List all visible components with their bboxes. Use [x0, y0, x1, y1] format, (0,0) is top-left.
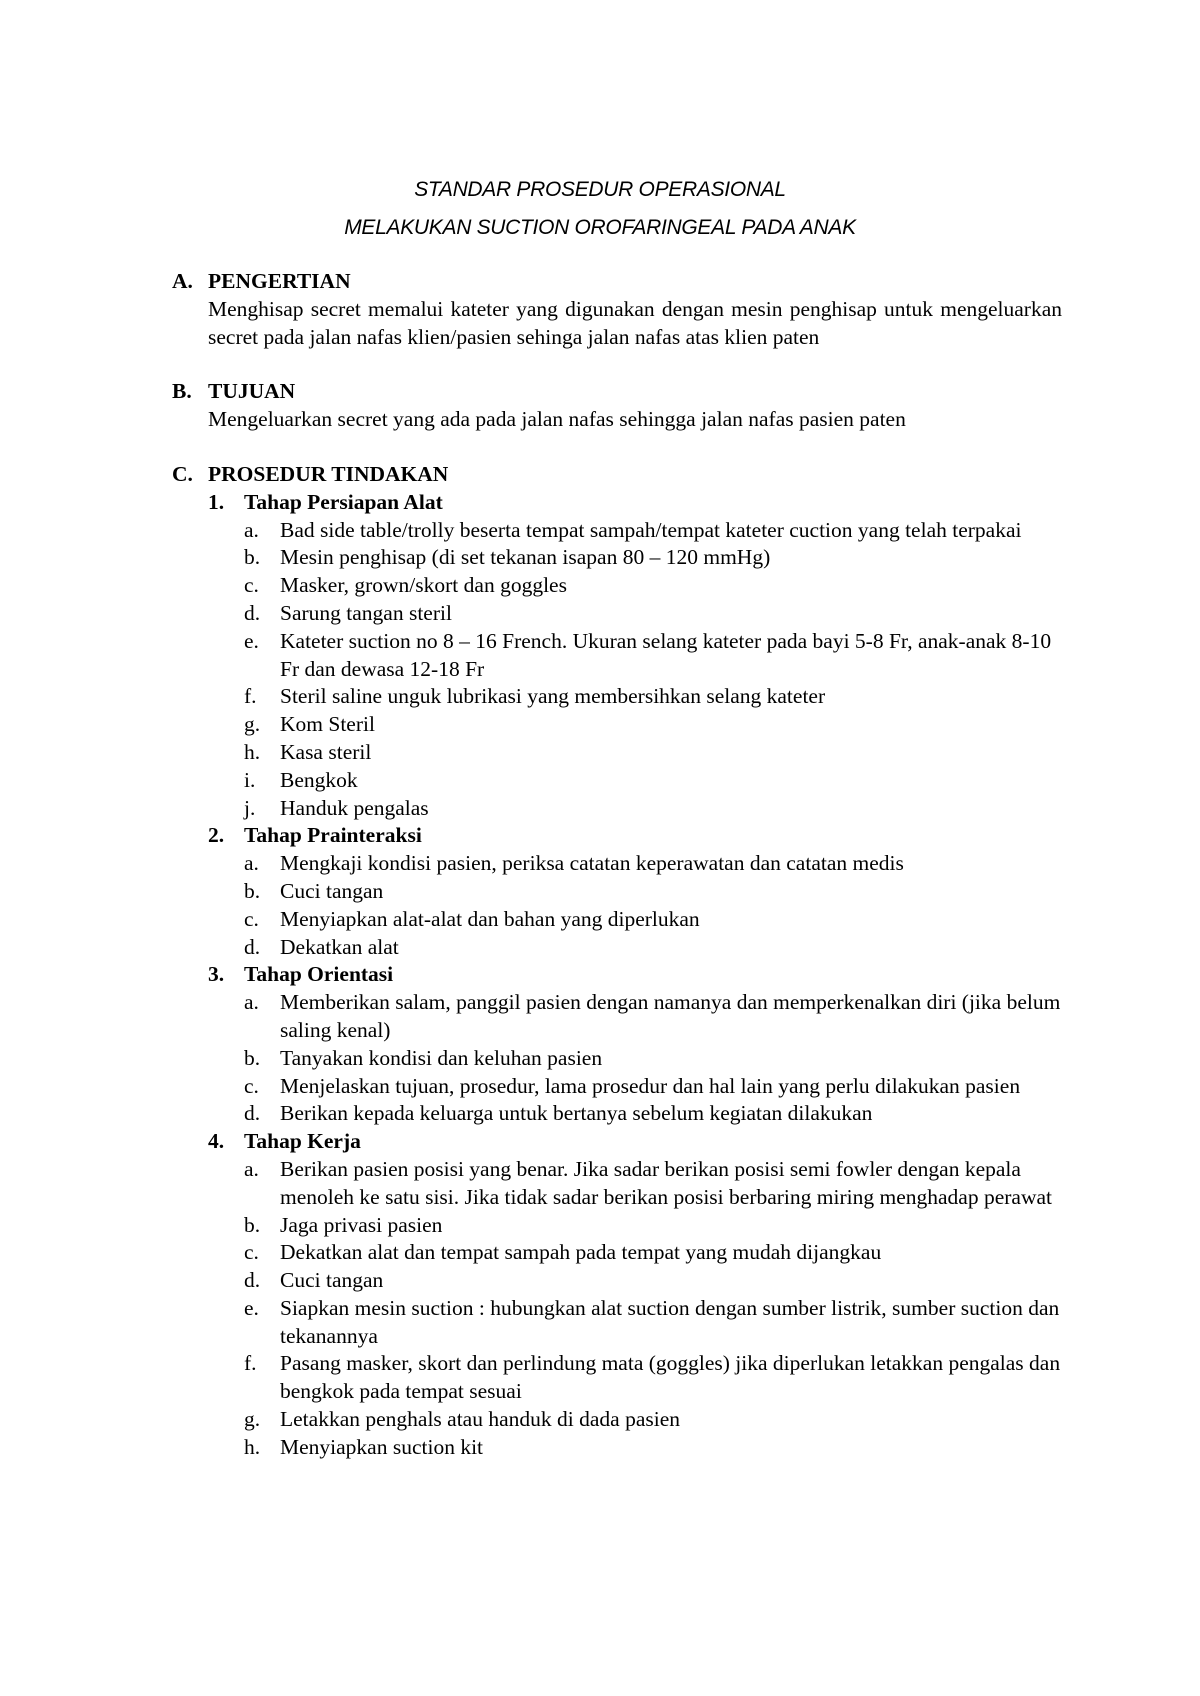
list-item [244, 1267, 1062, 1295]
list-item [244, 989, 1062, 1045]
section-letter: B. [172, 379, 192, 404]
item-marker: h. [244, 739, 261, 764]
list-item [244, 600, 1062, 628]
list-item [244, 1156, 1062, 1212]
item-text: Dekatkan alat dan tempat sampah pada tempat yang mudah dijangkau [280, 1240, 882, 1265]
step-number: 3. [208, 962, 225, 987]
item-text: Steril saline unguk lubrikasi yang membersihkan selang kateter [280, 684, 826, 709]
item-text: Berikan pasien posisi yang benar. Jika sadar berikan posisi semi fowler dengan kepala menoleh ke satu sisi. Jika tidak sadar berikan posisi berbaring miring menghadap perawat [280, 1156, 1052, 1209]
procedure-step-heading [208, 822, 1062, 850]
item-marker: j. [244, 795, 256, 820]
step-item-list [244, 1156, 1062, 1462]
item-marker: h. [244, 1434, 261, 1459]
list-item [244, 850, 1062, 878]
section-title: PROSEDUR TINDAKAN [208, 461, 449, 486]
item-text: Bengkok [280, 767, 358, 792]
item-marker: c. [244, 1073, 259, 1098]
document-title: STANDAR PROSEDUR OPERASIONAL [414, 178, 786, 201]
list-item [244, 544, 1062, 572]
item-marker: b. [244, 1045, 261, 1070]
section-a-heading [172, 268, 1062, 296]
step-title: Tahap Prainteraksi [244, 823, 422, 848]
section-title: TUJUAN [208, 379, 296, 404]
section-letter: A. [172, 269, 193, 293]
item-marker: i. [244, 767, 256, 792]
step-title: Tahap Orientasi [244, 962, 394, 987]
item-text: Menyiapkan suction kit [280, 1434, 484, 1459]
list-item [244, 878, 1062, 906]
document-subtitle: MELAKUKAN SUCTION OROFARINGEAL PADA ANAK [344, 216, 856, 239]
item-marker: d. [244, 1268, 261, 1293]
item-marker: g. [244, 1407, 261, 1432]
list-item [244, 1434, 1062, 1462]
list-item [244, 795, 1062, 823]
list-item [244, 628, 1062, 684]
list-item [244, 1212, 1062, 1240]
item-text: Masker, grown/skort dan goggles [280, 573, 567, 598]
item-marker: g. [244, 712, 261, 737]
list-item [244, 517, 1062, 545]
step-item-list [244, 517, 1062, 823]
item-marker: a. [244, 517, 259, 542]
list-item [244, 767, 1062, 795]
section-title: PENGERTIAN [208, 269, 351, 293]
section-c-heading [172, 461, 1062, 489]
list-item [244, 711, 1062, 739]
item-text: Kom Steril [280, 712, 375, 737]
item-text: Bad side table/trolly beserta tempat sampah/tempat kateter cuction yang telah terpakai [280, 517, 1022, 542]
item-text: Mesin penghisap (di set tekanan isapan 80 – 120 mmHg) [280, 545, 771, 570]
section-b-heading [172, 378, 1062, 406]
step-item-list [244, 850, 1062, 961]
list-item [244, 1350, 1062, 1406]
item-marker: b. [244, 1212, 261, 1237]
item-marker: e. [244, 1295, 259, 1320]
item-marker: b. [244, 878, 261, 903]
item-marker: c. [244, 1240, 259, 1265]
procedure-step-heading [208, 1128, 1062, 1156]
procedure-steps [172, 489, 1062, 1462]
item-text: Kasa steril [280, 739, 372, 764]
item-marker: c. [244, 573, 259, 598]
section-a-text: Menghisap secret memalui kateter yang digunakan dengan mesin penghisap untuk mengeluarkan secret pada jalan nafas klien/pasien sehinga jalan nafas atas klien paten [208, 296, 1062, 349]
item-text: Handuk pengalas [280, 795, 429, 820]
item-text: Dekatkan alat [280, 934, 399, 959]
item-text: Mengkaji kondisi pasien, periksa catatan keperawatan dan catatan medis [280, 851, 904, 876]
item-marker: f. [244, 1351, 257, 1376]
procedure-step-heading [208, 961, 1062, 989]
item-marker: a. [244, 851, 259, 876]
list-item [244, 1073, 1062, 1101]
item-text: Jaga privasi pasien [280, 1212, 443, 1237]
item-marker: b. [244, 545, 261, 570]
step-title: Tahap Kerja [244, 1129, 361, 1154]
item-text: Berikan kepada keluarga untuk bertanya sebelum kegiatan dilakukan [280, 1101, 873, 1126]
item-text: Kateter suction no 8 – 16 French. Ukuran selang kateter pada bayi 5-8 Fr, anak-anak 8-10 Fr dan dewasa 12-18 Fr [280, 628, 1052, 681]
list-item [244, 1045, 1062, 1073]
list-item [244, 906, 1062, 934]
item-text: Sarung tangan steril [280, 600, 452, 625]
step-number: 2. [208, 823, 225, 848]
step-number: 1. [208, 489, 225, 514]
item-marker: a. [244, 990, 259, 1015]
step-title: Tahap Persiapan Alat [244, 489, 443, 514]
item-text: Pasang masker, skort dan perlindung mata (goggles) jika diperlukan letakkan pengalas dan bengkok pada tempat sesuai [280, 1351, 1061, 1404]
item-marker: d. [244, 934, 261, 959]
document-body [172, 268, 1062, 1462]
item-text: Cuci tangan [280, 878, 384, 903]
item-text: Siapkan mesin suction : hubungkan alat suction dengan sumber listrik, sumber suction dan tekanannya [280, 1295, 1060, 1348]
item-text: Memberikan salam, panggil pasien dengan namanya dan memperkenalkan diri (jika belum saling kenal) [280, 990, 1061, 1042]
item-marker: e. [244, 628, 259, 653]
item-marker: d. [244, 600, 261, 625]
list-item [244, 1239, 1062, 1267]
item-text: Tanyakan kondisi dan keluhan pasien [280, 1045, 603, 1070]
item-marker: d. [244, 1101, 261, 1126]
list-item [244, 1100, 1062, 1128]
item-marker: f. [244, 684, 257, 709]
item-text: Menyiapkan alat-alat dan bahan yang diperlukan [280, 906, 700, 931]
step-number: 4. [208, 1129, 225, 1154]
list-item [244, 572, 1062, 600]
step-item-list [244, 989, 1062, 1128]
list-item [244, 683, 1062, 711]
list-item [244, 1406, 1062, 1434]
item-marker: a. [244, 1156, 259, 1181]
list-item [244, 934, 1062, 962]
list-item [244, 739, 1062, 767]
item-text: Letakkan penghals atau handuk di dada pasien [280, 1407, 680, 1432]
item-marker: c. [244, 906, 259, 931]
procedure-step-heading [208, 489, 1062, 517]
item-text: Cuci tangan [280, 1268, 384, 1293]
section-letter: C. [172, 461, 193, 486]
section-b-text: Mengeluarkan secret yang ada pada jalan nafas sehingga jalan nafas pasien paten [208, 407, 906, 432]
item-text: Menjelaskan tujuan, prosedur, lama prosedur dan hal lain yang perlu dilakukan pasien [280, 1073, 1021, 1098]
list-item [244, 1295, 1062, 1351]
